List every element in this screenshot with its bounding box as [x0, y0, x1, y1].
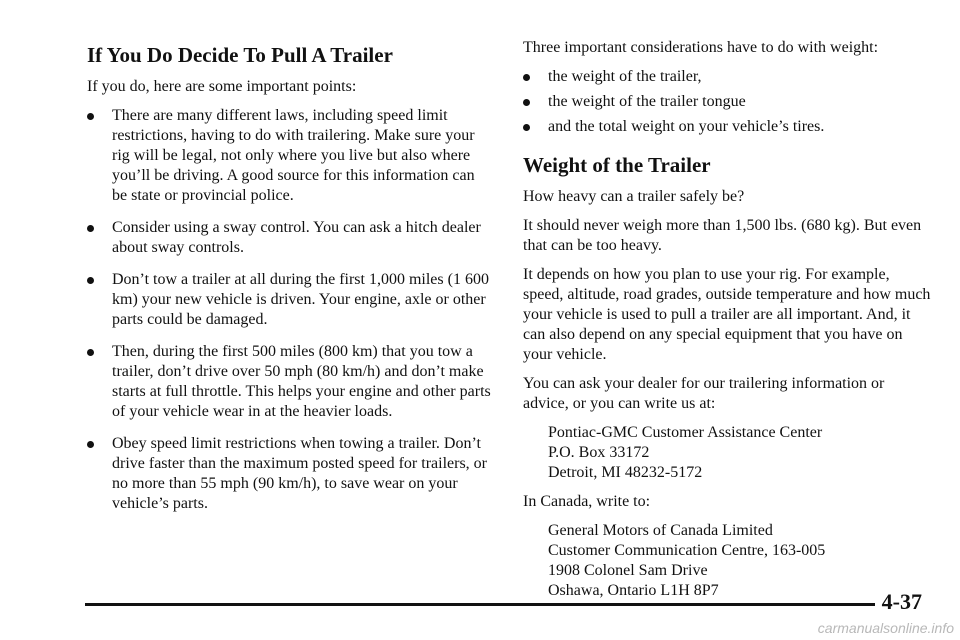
page-number: 4-37 — [881, 589, 922, 614]
list-item-text: the weight of the trailer tongue — [548, 93, 746, 110]
bullet-icon — [523, 74, 530, 81]
bullet-icon — [87, 349, 94, 356]
list-item-text: Then, during the first 500 miles (800 km) that you tow a trailer, don’t drive over 50 mph (80 km/h) and don’t make starts at full throttle. This helps your engine and other parts of your vehicle wear in at the heavier loads. — [112, 343, 491, 420]
address-line: Detroit, MI 48232‐5172 — [548, 464, 703, 481]
footer-rule — [85, 603, 875, 606]
bullet-icon — [87, 441, 94, 448]
weight-considerations-intro: Three important considerations have to do with weight: — [523, 39, 879, 56]
weight-considerations-list — [523, 67, 933, 137]
list-item-text: Obey speed limit restrictions when towing a trailer. Don’t drive faster than the maximum posted speed for trailers, or no more than 55 mph (90 km/h), to save wear on your vehicle’s parts. — [112, 435, 487, 512]
list-item — [87, 434, 492, 514]
paragraph-ask-dealer: You can ask your dealer for our trailering information or advice, or you can write us at: — [523, 375, 885, 412]
bullet-icon — [87, 277, 94, 284]
left-column — [87, 38, 492, 526]
list-item — [87, 106, 492, 206]
list-item-text: Consider using a sway control. You can ask a hitch dealer about sway controls. — [112, 219, 481, 256]
list-item-text: There are many different laws, including speed limit restrictions, having to do with trailering. Make sure your rig will be legal, not only where you live but also where you’ll be driving. A good source for this information can be state or provincial police. — [112, 107, 475, 204]
watermark: carmanualsonline.info — [817, 620, 954, 636]
bullet-icon — [87, 113, 94, 120]
paragraph-max-weight: It should never weigh more than 1,500 lbs. (680 kg). But even that can be too heavy. — [523, 217, 922, 254]
list-item — [523, 117, 933, 137]
address-line: Customer Communication Centre, 163‐005 — [548, 542, 826, 559]
list-item — [87, 342, 492, 422]
list-item — [523, 67, 933, 87]
paragraph-how-heavy: How heavy can a trailer safely be? — [523, 188, 745, 205]
bullet-icon — [523, 124, 530, 131]
paragraph-depends: It depends on how you plan to use your rig. For example, speed, altitude, road grades, outside temperature and how much your vehicle is used to pull a trailer are all important. And, it can also depend on any special equipment that you have on your vehicle. — [523, 266, 931, 363]
us-address-block — [523, 423, 933, 483]
list-item-text: the weight of the trailer, — [548, 68, 702, 85]
address-line: 1908 Colonel Sam Drive — [548, 562, 708, 579]
address-line: P.O. Box 33172 — [548, 444, 650, 461]
list-item — [523, 92, 933, 112]
canada-address-block — [523, 521, 933, 601]
list-item-text: Don’t tow a trailer at all during the first 1,000 miles (1 600 km) your new vehicle is driven. Your engine, axle or other parts could be damaged. — [112, 271, 489, 328]
section-heading-pull-trailer: If You Do Decide To Pull A Trailer — [87, 43, 393, 67]
address-line: General Motors of Canada Limited — [548, 522, 773, 539]
bullet-icon — [87, 225, 94, 232]
bullet-icon — [523, 99, 530, 106]
address-line: Pontiac‐GMC Customer Assistance Center — [548, 424, 823, 441]
right-column — [523, 38, 933, 610]
intro-paragraph: If you do, here are some important points: — [87, 78, 357, 95]
list-item-text: and the total weight on your vehicle’s tires. — [548, 118, 825, 135]
important-points-list — [87, 106, 492, 514]
canada-intro: In Canada, write to: — [523, 493, 651, 510]
address-line: Oshawa, Ontario L1H 8P7 — [548, 582, 719, 599]
list-item — [87, 218, 492, 258]
section-heading-weight-of-trailer: Weight of the Trailer — [523, 153, 711, 177]
list-item — [87, 270, 492, 330]
